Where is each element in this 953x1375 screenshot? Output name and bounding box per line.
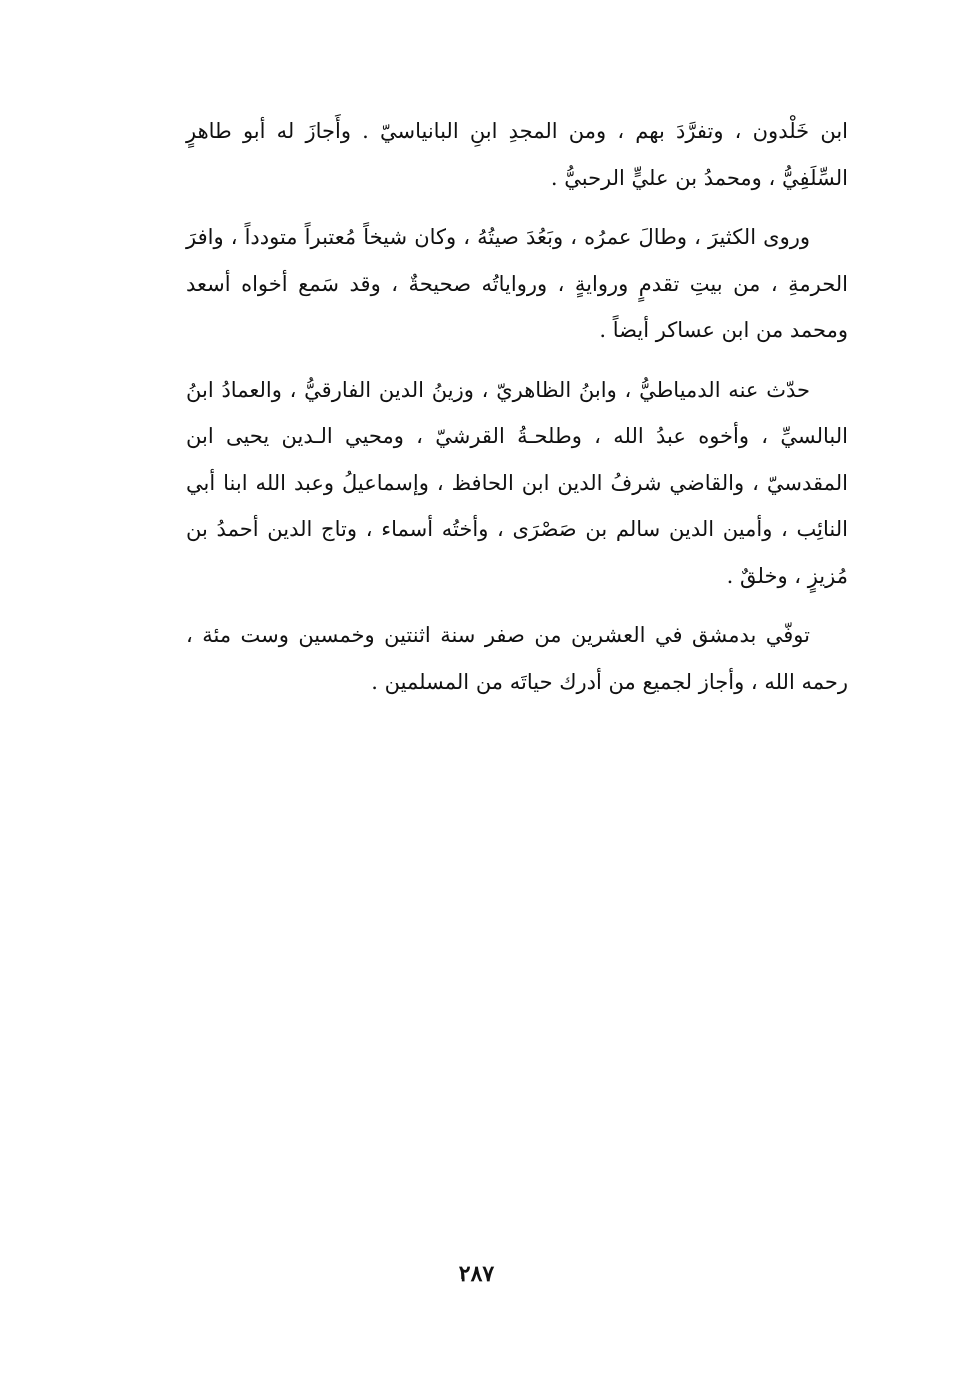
paragraph-3: حدّث عنه الدمياطيُّ ، وابنُ الظاهريّ ، وزينُ الدين الفارقيُّ ، والعمادُ ابنُ البالسيِّ ، وأخوه عبدُ الله ، وطلحـةُ القرشيّ ، ومحيي الـدين يحيى ابن المقدسيّ ، والقاضي شرفُ الدين ابن الحافظ ، وإسماعيلُ وعبد الله ابنا أبي النائِب ، وأمين الدين سالم بن صَصْرَى ، وأختُه أسماء ، وتاج الدين أحمدُ بن مُزيزٍ ، وخلقٌ .	[186, 377, 848, 588]
paragraph-4: توفّي بدمشق في العشرين من صفر سنة اثنتين وخمسين وست مئة ، رحمه الله ، وأجاز لجميع من أدرك حياتَه من المسلمين .	[186, 623, 848, 694]
main-text	[186, 108, 848, 718]
paragraph-1: ابن خَلْدون ، وتفرَّدَ بهم ، ومن المجدِ ابنِ البانياسيّ . وأَجازَ له أبو طاهرٍ السِّلَفِيُّ ، ومحمدُ بن عليٍّ الرحبيُّ .	[186, 119, 848, 190]
paragraph-2: وروى الكثيرَ ، وطالَ عمرُه ، وبَعُدَ صيتُهُ ، وكان شيخاً مُعتبراً متودداً ، وافرَ الحرمةِ ، من بيتِ تقدمٍ وروايةٍ ، ورواياتُه صحيحةٌ ، وقد سَمع أخواه أسعد ومحمد من ابن عساكر أيضاً .	[186, 225, 848, 342]
page-number: ٢٨٧	[458, 1261, 495, 1287]
